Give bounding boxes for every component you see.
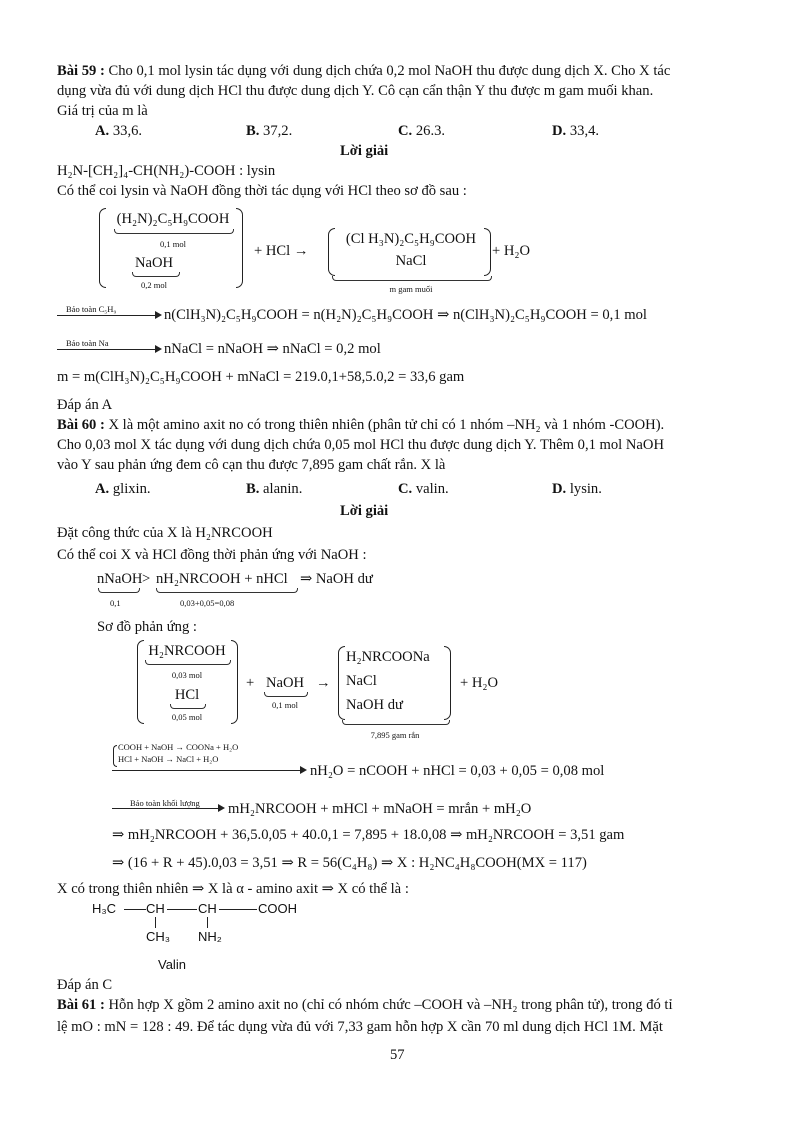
scheme60-product3: NaOH dư	[346, 697, 403, 713]
bai60-option-d: D. lysin.	[552, 481, 602, 497]
mass-equation: mH₂NRCOOH + mHCl + mNaOH = mrắn + mH₂O	[228, 801, 532, 817]
bai60-scheme-title: Sơ đồ phản ứng :	[97, 619, 197, 635]
bai60-equation4: ⇒ (16 + R + 45).0,03 = 3,51 ⇒ R = 56(C₄H₈) ⇒ X : H₂NC₄H₈COOH(MX = 117)	[112, 855, 587, 871]
scheme60-plus-water: + H₂O	[460, 675, 499, 691]
ineq-tail: ⇒ NaOH dư	[300, 571, 373, 587]
scheme60-hcl: HCl	[174, 687, 200, 703]
reaction-cooh: COOH + NaOH → COONa + H₂O	[118, 742, 239, 752]
cons1-label: Bảo toàn C₅H₉	[66, 304, 117, 314]
scheme60-product-label: 7,895 gam rắn	[370, 730, 420, 740]
bai60-nature: X có trong thiên nhiên ⇒ X là α - amino axit ⇒ X có thể là :	[57, 881, 409, 897]
valine-ch2: CH	[198, 901, 217, 916]
bai60-label: Bài 60 :	[57, 417, 105, 433]
bai60-answer: Đáp án C	[57, 977, 113, 993]
bai59-intro: Có thể coi lysin và NaOH đồng thời tác dụng với HCl theo sơ đồ sau :	[57, 183, 467, 199]
bai59-answer: Đáp án A	[57, 397, 113, 413]
water-equation: nH₂O = nCOOH + nHCl = 0,03 + 0,05 = 0,08 mol	[310, 763, 605, 779]
scheme60-naoh-amount: 0,1 mol	[272, 700, 298, 710]
lysin-formula: H₂N-[CH₂]₄-CH(NH₂)-COOH : lysin	[57, 163, 276, 179]
mass-label: Bảo toàn khối lượng	[130, 798, 200, 808]
cons2-arrow	[57, 349, 157, 350]
bai60-option-c: C. valin.	[398, 481, 449, 497]
valine-h3c: H₃C	[92, 901, 117, 916]
page-number: 57	[390, 1047, 405, 1063]
bai59-option-a: A. 33,6.	[95, 123, 143, 139]
bai60-line1	[57, 416, 664, 434]
bai59-line1	[57, 62, 670, 80]
bai60-option-b: B. alanin.	[246, 481, 303, 497]
cons2-equation: nNaCl = nNaOH ⇒ nNaCl = 0,2 mol	[164, 341, 381, 357]
scheme60-hcl-amount: 0,05 mol	[171, 712, 203, 722]
cons1-arrow	[57, 315, 157, 316]
bai61-line1	[57, 996, 673, 1014]
bai59-line2: dụng vừa đủ với dung dịch HCl thu được dung dịch Y. Cô cạn cẩn thận Y thu được m gam muối khan.	[57, 83, 654, 99]
valine-ch3: CH₃	[146, 929, 171, 944]
bai61-line2: lệ mO : mN = 128 : 49. Để tác dụng vừa đủ với 7,33 gam hỗn hợp X cần 70 ml dung dịch HCl 1M. Mặt	[57, 1019, 663, 1035]
scheme60-amino: H₂NRCOOH	[148, 643, 226, 659]
scheme59-product-label: m gam muối	[389, 284, 433, 294]
scheme60-product2: NaCl	[346, 673, 377, 689]
ineq-left: nNaOH	[97, 571, 143, 587]
valine-ch1: CH	[146, 901, 165, 916]
scheme59-product1: (Cl H₃N)₂C₅H₉COOH	[345, 231, 477, 247]
valine-cooh: COOH	[258, 901, 297, 916]
scheme60-naoh: NaOH	[265, 675, 305, 691]
bai59-text1: Cho 0,1 mol lysin tác dụng với dung dịch chứa 0,2 mol NaOH thu được dung dịch X. Cho X tác	[104, 63, 671, 79]
scheme59-lysin-amount: 0,1 mol	[160, 239, 186, 249]
scheme59-naoh-amount: 0,2 mol	[141, 280, 167, 290]
bai60-text1: X là một amino axit no có trong thiên nhiên (phân tử chỉ có 1 nhóm –NH₂ và 1 nhóm -COOH).	[104, 417, 665, 433]
bai60-equation3: ⇒ mH₂NRCOOH + 36,5.0,05 + 40.0,1 = 7,895 + 18.0,08 ⇒ mH₂NRCOOH = 3,51 gam	[112, 827, 625, 843]
mass-arrow	[112, 808, 220, 809]
water-arrow	[112, 770, 302, 771]
cons1-equation: n(ClH₃N)₂C₅H₉COOH = n(H₂N)₂C₅H₉COOH ⇒ n(ClH₃N)₂C₅H₉COOH = 0,1 mol	[164, 307, 647, 323]
bai60-intro: Có thể coi X và HCl đồng thời phản ứng với NaOH :	[57, 547, 367, 563]
cons2-label: Bảo toàn Na	[66, 338, 109, 348]
bai60-line3: vào Y sau phản ứng đem cô cạn thu được 7,895 gam chất rắn. X là	[57, 457, 446, 473]
bai60-formula: Đặt công thức của X là H₂NRCOOH	[57, 525, 273, 541]
bai60-solution-title: Lời giải	[340, 503, 389, 519]
bai59-option-c: C. 26.3.	[398, 123, 446, 139]
bai59-line3: Giá trị của m là	[57, 103, 148, 119]
ineq-left-value: 0,1	[110, 598, 121, 608]
scheme59-lysin: (H₂N)₂C₅H₉COOH	[116, 211, 230, 227]
scheme59-plus-water: + H₂O	[492, 243, 531, 259]
bai60-line2: Cho 0,03 mol X tác dụng với dung dịch chứa 0,05 mol HCl thu được dung dịch Y. Thêm 0,1 mol NaOH	[57, 437, 664, 453]
ineq-right: nH₂NRCOOH + nHCl	[156, 571, 288, 587]
bai60-option-a: A. glixin.	[95, 481, 151, 497]
valine-nh2: NH₂	[198, 929, 222, 944]
bai59-option-b: B. 37,2.	[246, 123, 293, 139]
reaction-hcl: HCl + NaOH → NaCl + H₂O	[118, 754, 219, 764]
scheme60-product1: H₂NRCOONa	[346, 649, 430, 665]
bai59-mass-equation: m = m(ClH₃N)₂C₅H₉COOH + mNaCl = 219.0,1+58,5.0,2 = 33,6 gam	[57, 369, 465, 385]
scheme59-plus-hcl: + HCl →	[254, 243, 309, 259]
scheme59-naoh: NaOH	[134, 255, 174, 271]
valine-name: Valin	[158, 957, 186, 972]
bai61-text1: Hỗn hợp X gồm 2 amino axit no (chỉ có nhóm chức –COOH và –NH₂ trong phân tử), trong đó tỉ	[104, 997, 673, 1013]
scheme59-product2: NaCl	[395, 253, 427, 269]
bai59-solution-title: Lời giải	[340, 143, 389, 159]
bai61-label: Bài 61 :	[57, 997, 105, 1013]
ineq-right-value: 0,03+0,05=0,08	[180, 598, 235, 608]
bai59-option-d: D. 33,4.	[552, 123, 600, 139]
bai59-label: Bài 59 :	[57, 63, 105, 79]
scheme60-amino-amount: 0,03 mol	[171, 670, 203, 680]
